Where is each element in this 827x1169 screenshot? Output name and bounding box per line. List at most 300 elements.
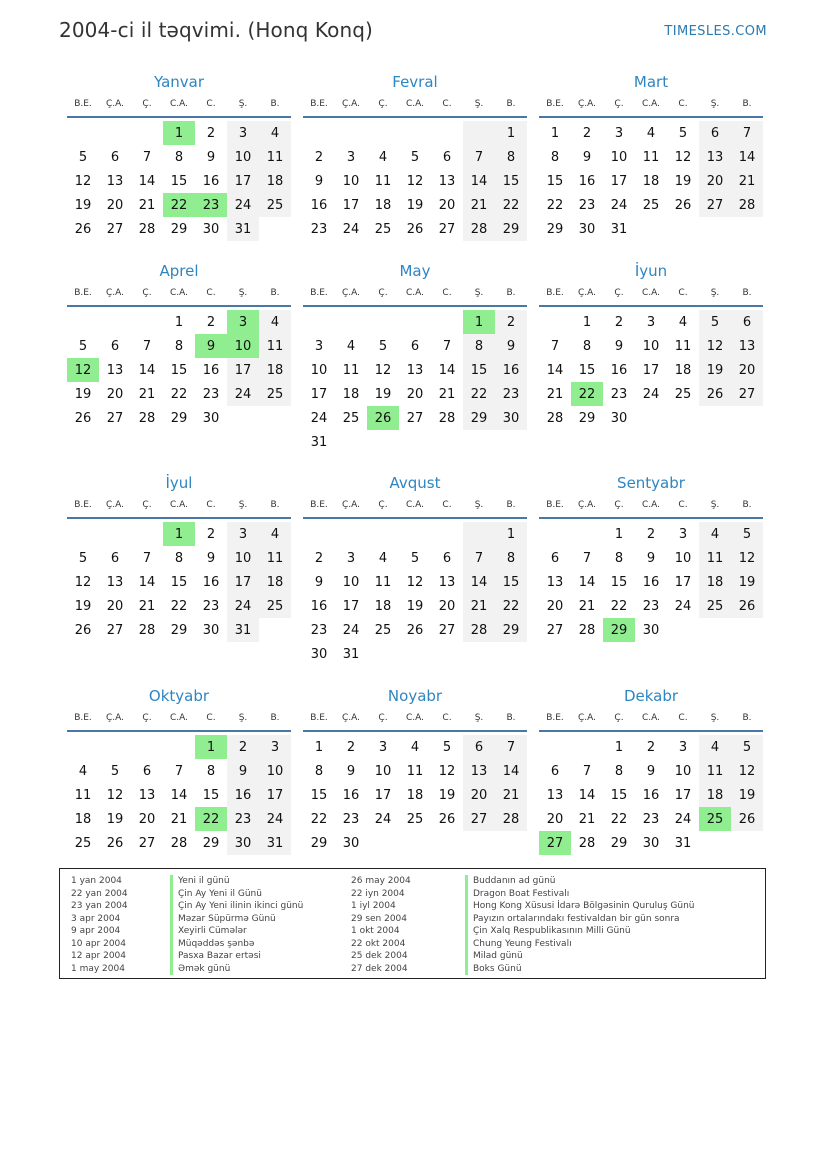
day-cell[interactable]: 13	[106, 574, 124, 590]
day-cell[interactable]: 28	[546, 410, 564, 426]
day-cell[interactable]: 3	[227, 121, 259, 145]
day-cell[interactable]: 10	[374, 763, 392, 779]
day-cell[interactable]: 7	[142, 550, 152, 566]
day-cell[interactable]: 30	[610, 410, 628, 426]
day-cell[interactable]: 19	[438, 787, 456, 803]
day-cell[interactable]: 13	[406, 362, 424, 378]
day-cell[interactable]: 26	[731, 807, 763, 831]
day-cell[interactable]: 16	[642, 787, 660, 803]
day-cell[interactable]: 13	[438, 574, 456, 590]
day-cell[interactable]: 10	[227, 145, 259, 169]
day-cell[interactable]: 9	[346, 763, 356, 779]
day-cell[interactable]: 17	[259, 783, 291, 807]
day-cell[interactable]: 31	[610, 221, 628, 237]
day-cell[interactable]: 13	[106, 362, 124, 378]
day-cell[interactable]: 22	[571, 382, 603, 406]
day-cell[interactable]: 8	[582, 338, 592, 354]
day-cell[interactable]: 25	[699, 807, 731, 831]
day-cell[interactable]: 11	[342, 362, 360, 378]
day-cell[interactable]: 24	[610, 197, 628, 213]
day-cell[interactable]: 25	[642, 197, 660, 213]
day-cell[interactable]: 8	[206, 763, 216, 779]
day-cell[interactable]: 12	[106, 787, 124, 803]
day-cell[interactable]: 23	[495, 382, 527, 406]
day-cell[interactable]: 11	[74, 787, 92, 803]
day-cell[interactable]: 18	[342, 386, 360, 402]
day-cell[interactable]: 7	[442, 338, 452, 354]
day-cell[interactable]: 26	[74, 221, 92, 237]
day-cell[interactable]: 17	[674, 787, 692, 803]
day-cell[interactable]: 22	[170, 386, 188, 402]
day-cell[interactable]: 26	[367, 406, 399, 430]
day-cell[interactable]: 17	[610, 173, 628, 189]
day-cell[interactable]: 28	[438, 410, 456, 426]
day-cell[interactable]: 23	[202, 598, 220, 614]
day-cell[interactable]: 29	[603, 618, 635, 642]
day-cell[interactable]: 18	[642, 173, 660, 189]
day-cell[interactable]: 13	[138, 787, 156, 803]
day-cell[interactable]: 19	[74, 197, 92, 213]
day-cell[interactable]: 9	[314, 173, 324, 189]
day-cell[interactable]: 26	[438, 811, 456, 827]
day-cell[interactable]: 25	[674, 386, 692, 402]
day-cell[interactable]: 15	[170, 362, 188, 378]
day-cell[interactable]: 5	[78, 338, 88, 354]
day-cell[interactable]: 29	[578, 410, 596, 426]
day-cell[interactable]: 7	[495, 735, 527, 759]
day-cell[interactable]: 22	[546, 197, 564, 213]
day-cell[interactable]: 14	[731, 145, 763, 169]
day-cell[interactable]: 4	[378, 149, 388, 165]
day-cell[interactable]: 22	[495, 594, 527, 618]
day-cell[interactable]: 5	[731, 522, 763, 546]
day-cell[interactable]: 8	[550, 149, 560, 165]
day-cell[interactable]: 28	[138, 410, 156, 426]
day-cell[interactable]: 26	[74, 410, 92, 426]
day-cell[interactable]: 6	[142, 763, 152, 779]
day-cell[interactable]: 24	[310, 410, 328, 426]
day-cell[interactable]: 30	[310, 646, 328, 662]
day-cell[interactable]: 1	[174, 314, 184, 330]
day-cell[interactable]: 25	[406, 811, 424, 827]
day-cell[interactable]: 21	[170, 811, 188, 827]
day-cell[interactable]: 10	[342, 574, 360, 590]
day-cell[interactable]: 28	[138, 622, 156, 638]
day-cell[interactable]: 27	[463, 807, 495, 831]
day-cell[interactable]: 6	[110, 338, 120, 354]
day-cell[interactable]: 5	[678, 125, 688, 141]
day-cell[interactable]: 3	[646, 314, 656, 330]
day-cell[interactable]: 26	[406, 622, 424, 638]
day-cell[interactable]: 14	[463, 169, 495, 193]
day-cell[interactable]: 18	[699, 570, 731, 594]
day-cell[interactable]: 25	[374, 221, 392, 237]
day-cell[interactable]: 13	[546, 787, 564, 803]
day-cell[interactable]: 22	[170, 598, 188, 614]
day-cell[interactable]: 21	[731, 169, 763, 193]
day-cell[interactable]: 6	[699, 121, 731, 145]
day-cell[interactable]: 14	[546, 362, 564, 378]
day-cell[interactable]: 1	[582, 314, 592, 330]
day-cell[interactable]: 31	[227, 217, 259, 241]
day-cell[interactable]: 17	[227, 358, 259, 382]
day-cell[interactable]: 6	[442, 550, 452, 566]
day-cell[interactable]: 3	[346, 550, 356, 566]
day-cell[interactable]: 2	[206, 526, 216, 542]
day-cell[interactable]: 31	[342, 646, 360, 662]
day-cell[interactable]: 24	[374, 811, 392, 827]
day-cell[interactable]: 16	[202, 362, 220, 378]
day-cell[interactable]: 13	[106, 173, 124, 189]
day-cell[interactable]: 20	[546, 598, 564, 614]
day-cell[interactable]: 21	[463, 193, 495, 217]
day-cell[interactable]: 15	[170, 574, 188, 590]
day-cell[interactable]: 24	[674, 598, 692, 614]
day-cell[interactable]: 21	[138, 386, 156, 402]
day-cell[interactable]: 4	[259, 310, 291, 334]
day-cell[interactable]: 24	[342, 221, 360, 237]
day-cell[interactable]: 12	[731, 546, 763, 570]
day-cell[interactable]: 26	[731, 594, 763, 618]
day-cell[interactable]: 23	[310, 221, 328, 237]
day-cell[interactable]: 10	[227, 334, 259, 358]
day-cell[interactable]: 17	[642, 362, 660, 378]
day-cell[interactable]: 5	[410, 149, 420, 165]
day-cell[interactable]: 2	[227, 735, 259, 759]
day-cell[interactable]: 31	[227, 618, 259, 642]
day-cell[interactable]: 23	[310, 622, 328, 638]
day-cell[interactable]: 16	[202, 173, 220, 189]
day-cell[interactable]: 16	[310, 197, 328, 213]
day-cell[interactable]: 14	[170, 787, 188, 803]
day-cell[interactable]: 6	[110, 149, 120, 165]
day-cell[interactable]: 12	[74, 574, 92, 590]
day-cell[interactable]: 27	[539, 831, 571, 855]
day-cell[interactable]: 20	[106, 386, 124, 402]
day-cell[interactable]: 22	[163, 193, 195, 217]
day-cell[interactable]: 17	[310, 386, 328, 402]
day-cell[interactable]: 30	[342, 835, 360, 851]
day-cell[interactable]: 31	[674, 835, 692, 851]
day-cell[interactable]: 10	[674, 763, 692, 779]
day-cell[interactable]: 18	[374, 598, 392, 614]
day-cell[interactable]: 24	[227, 594, 259, 618]
day-cell[interactable]: 27	[546, 622, 564, 638]
day-cell[interactable]: 9	[227, 759, 259, 783]
day-cell[interactable]: 25	[259, 382, 291, 406]
day-cell[interactable]: 21	[578, 811, 596, 827]
day-cell[interactable]: 30	[642, 622, 660, 638]
day-cell[interactable]: 13	[731, 334, 763, 358]
day-cell[interactable]: 7	[731, 121, 763, 145]
day-cell[interactable]: 5	[78, 550, 88, 566]
day-cell[interactable]: 1	[314, 739, 324, 755]
day-cell[interactable]: 13	[699, 145, 731, 169]
day-cell[interactable]: 3	[346, 149, 356, 165]
day-cell[interactable]: 28	[463, 217, 495, 241]
day-cell[interactable]: 19	[74, 598, 92, 614]
day-cell[interactable]: 28	[578, 835, 596, 851]
day-cell[interactable]: 15	[610, 787, 628, 803]
day-cell[interactable]: 9	[206, 149, 216, 165]
day-cell[interactable]: 19	[406, 598, 424, 614]
day-cell[interactable]: 4	[646, 125, 656, 141]
day-cell[interactable]: 6	[731, 310, 763, 334]
day-cell[interactable]: 3	[227, 310, 259, 334]
day-cell[interactable]: 3	[259, 735, 291, 759]
day-cell[interactable]: 12	[438, 763, 456, 779]
day-cell[interactable]: 1	[550, 125, 560, 141]
day-cell[interactable]: 1	[495, 121, 527, 145]
day-cell[interactable]: 19	[106, 811, 124, 827]
day-cell[interactable]: 1	[195, 735, 227, 759]
day-cell[interactable]: 15	[610, 574, 628, 590]
day-cell[interactable]: 13	[438, 173, 456, 189]
day-cell[interactable]: 5	[410, 550, 420, 566]
day-cell[interactable]: 20	[546, 811, 564, 827]
day-cell[interactable]: 2	[346, 739, 356, 755]
day-cell[interactable]: 12	[674, 149, 692, 165]
day-cell[interactable]: 2	[614, 314, 624, 330]
day-cell[interactable]: 29	[310, 835, 328, 851]
day-cell[interactable]: 28	[578, 622, 596, 638]
day-cell[interactable]: 17	[374, 787, 392, 803]
day-cell[interactable]: 7	[463, 145, 495, 169]
day-cell[interactable]: 4	[410, 739, 420, 755]
day-cell[interactable]: 14	[578, 574, 596, 590]
day-cell[interactable]: 30	[642, 835, 660, 851]
day-cell[interactable]: 23	[227, 807, 259, 831]
day-cell[interactable]: 20	[463, 783, 495, 807]
day-cell[interactable]: 11	[674, 338, 692, 354]
day-cell[interactable]: 15	[578, 362, 596, 378]
day-cell[interactable]: 14	[578, 787, 596, 803]
day-cell[interactable]: 2	[582, 125, 592, 141]
day-cell[interactable]: 25	[342, 410, 360, 426]
day-cell[interactable]: 18	[74, 811, 92, 827]
day-cell[interactable]: 31	[259, 831, 291, 855]
day-cell[interactable]: 18	[406, 787, 424, 803]
day-cell[interactable]: 14	[138, 362, 156, 378]
day-cell[interactable]: 8	[463, 334, 495, 358]
day-cell[interactable]: 16	[202, 574, 220, 590]
day-cell[interactable]: 10	[259, 759, 291, 783]
day-cell[interactable]: 28	[495, 807, 527, 831]
day-cell[interactable]: 15	[463, 358, 495, 382]
day-cell[interactable]: 27	[438, 622, 456, 638]
day-cell[interactable]: 28	[170, 835, 188, 851]
day-cell[interactable]: 26	[106, 835, 124, 851]
day-cell[interactable]: 27	[106, 221, 124, 237]
day-cell[interactable]: 3	[314, 338, 324, 354]
day-cell[interactable]: 5	[442, 739, 452, 755]
day-cell[interactable]: 1	[463, 310, 495, 334]
day-cell[interactable]: 19	[74, 386, 92, 402]
day-cell[interactable]: 29	[463, 406, 495, 430]
day-cell[interactable]: 14	[438, 362, 456, 378]
day-cell[interactable]: 11	[406, 763, 424, 779]
day-cell[interactable]: 4	[346, 338, 356, 354]
day-cell[interactable]: 7	[582, 763, 592, 779]
day-cell[interactable]: 28	[138, 221, 156, 237]
day-cell[interactable]: 30	[227, 831, 259, 855]
day-cell[interactable]: 30	[495, 406, 527, 430]
day-cell[interactable]: 29	[170, 410, 188, 426]
day-cell[interactable]: 6	[442, 149, 452, 165]
day-cell[interactable]: 2	[646, 739, 656, 755]
day-cell[interactable]: 29	[202, 835, 220, 851]
day-cell[interactable]: 9	[314, 574, 324, 590]
day-cell[interactable]: 25	[259, 594, 291, 618]
day-cell[interactable]: 26	[406, 221, 424, 237]
day-cell[interactable]: 9	[646, 550, 656, 566]
day-cell[interactable]: 1	[614, 739, 624, 755]
day-cell[interactable]: 2	[646, 526, 656, 542]
day-cell[interactable]: 2	[206, 125, 216, 141]
day-cell[interactable]: 2	[206, 314, 216, 330]
day-cell[interactable]: 22	[610, 811, 628, 827]
day-cell[interactable]: 30	[202, 410, 220, 426]
day-cell[interactable]: 3	[678, 739, 688, 755]
day-cell[interactable]: 15	[495, 570, 527, 594]
day-cell[interactable]: 4	[259, 522, 291, 546]
day-cell[interactable]: 30	[578, 221, 596, 237]
day-cell[interactable]: 6	[410, 338, 420, 354]
day-cell[interactable]: 9	[206, 550, 216, 566]
day-cell[interactable]: 31	[310, 434, 328, 450]
day-cell[interactable]: 24	[259, 807, 291, 831]
day-cell[interactable]: 24	[227, 382, 259, 406]
day-cell[interactable]: 30	[202, 221, 220, 237]
day-cell[interactable]: 21	[138, 598, 156, 614]
day-cell[interactable]: 21	[463, 594, 495, 618]
day-cell[interactable]: 18	[259, 169, 291, 193]
day-cell[interactable]: 19	[731, 783, 763, 807]
day-cell[interactable]: 27	[406, 410, 424, 426]
day-cell[interactable]: 12	[699, 334, 731, 358]
day-cell[interactable]: 29	[170, 622, 188, 638]
day-cell[interactable]: 17	[674, 574, 692, 590]
day-cell[interactable]: 25	[259, 193, 291, 217]
day-cell[interactable]: 14	[138, 173, 156, 189]
day-cell[interactable]: 14	[463, 570, 495, 594]
day-cell[interactable]: 24	[227, 193, 259, 217]
day-cell[interactable]: 16	[495, 358, 527, 382]
day-cell[interactable]: 22	[495, 193, 527, 217]
day-cell[interactable]: 3	[614, 125, 624, 141]
day-cell[interactable]: 23	[578, 197, 596, 213]
day-cell[interactable]: 16	[227, 783, 259, 807]
day-cell[interactable]: 18	[374, 197, 392, 213]
day-cell[interactable]: 12	[406, 574, 424, 590]
day-cell[interactable]: 4	[678, 314, 688, 330]
day-cell[interactable]: 21	[578, 598, 596, 614]
day-cell[interactable]: 27	[138, 835, 156, 851]
day-cell[interactable]: 8	[614, 763, 624, 779]
day-cell[interactable]: 13	[463, 759, 495, 783]
day-cell[interactable]: 22	[310, 811, 328, 827]
day-cell[interactable]: 5	[699, 310, 731, 334]
day-cell[interactable]: 18	[674, 362, 692, 378]
day-cell[interactable]: 23	[342, 811, 360, 827]
day-cell[interactable]: 16	[578, 173, 596, 189]
day-cell[interactable]: 19	[374, 386, 392, 402]
day-cell[interactable]: 1	[614, 526, 624, 542]
day-cell[interactable]: 20	[438, 598, 456, 614]
day-cell[interactable]: 15	[495, 169, 527, 193]
day-cell[interactable]: 24	[342, 622, 360, 638]
day-cell[interactable]: 15	[170, 173, 188, 189]
day-cell[interactable]: 29	[610, 835, 628, 851]
day-cell[interactable]: 21	[438, 386, 456, 402]
day-cell[interactable]: 16	[642, 574, 660, 590]
day-cell[interactable]: 20	[138, 811, 156, 827]
day-cell[interactable]: 16	[342, 787, 360, 803]
day-cell[interactable]: 8	[174, 550, 184, 566]
day-cell[interactable]: 10	[610, 149, 628, 165]
day-cell[interactable]: 3	[678, 526, 688, 542]
day-cell[interactable]: 9	[646, 763, 656, 779]
day-cell[interactable]: 22	[463, 382, 495, 406]
day-cell[interactable]: 12	[74, 173, 92, 189]
day-cell[interactable]: 14	[138, 574, 156, 590]
day-cell[interactable]: 12	[406, 173, 424, 189]
day-cell[interactable]: 11	[374, 574, 392, 590]
day-cell[interactable]: 9	[495, 334, 527, 358]
day-cell[interactable]: 3	[227, 522, 259, 546]
day-cell[interactable]: 4	[78, 763, 88, 779]
day-cell[interactable]: 11	[699, 759, 731, 783]
day-cell[interactable]: 5	[378, 338, 388, 354]
day-cell[interactable]: 19	[731, 570, 763, 594]
day-cell[interactable]: 7	[142, 149, 152, 165]
day-cell[interactable]: 7	[142, 338, 152, 354]
day-cell[interactable]: 25	[374, 622, 392, 638]
day-cell[interactable]: 11	[642, 149, 660, 165]
day-cell[interactable]: 27	[699, 193, 731, 217]
day-cell[interactable]: 12	[67, 358, 99, 382]
day-cell[interactable]: 24	[674, 811, 692, 827]
day-cell[interactable]: 2	[314, 550, 324, 566]
day-cell[interactable]: 23	[195, 193, 227, 217]
day-cell[interactable]: 29	[495, 618, 527, 642]
day-cell[interactable]: 16	[610, 362, 628, 378]
day-cell[interactable]: 20	[438, 197, 456, 213]
day-cell[interactable]: 18	[259, 358, 291, 382]
day-cell[interactable]: 20	[106, 197, 124, 213]
day-cell[interactable]: 21	[495, 783, 527, 807]
day-cell[interactable]: 20	[406, 386, 424, 402]
day-cell[interactable]: 12	[374, 362, 392, 378]
day-cell[interactable]: 20	[699, 169, 731, 193]
day-cell[interactable]: 10	[674, 550, 692, 566]
day-cell[interactable]: 10	[310, 362, 328, 378]
day-cell[interactable]: 28	[463, 618, 495, 642]
day-cell[interactable]: 6	[463, 735, 495, 759]
day-cell[interactable]: 5	[731, 735, 763, 759]
day-cell[interactable]: 10	[642, 338, 660, 354]
day-cell[interactable]: 11	[259, 546, 291, 570]
day-cell[interactable]: 6	[550, 763, 560, 779]
day-cell[interactable]: 11	[259, 145, 291, 169]
day-cell[interactable]: 11	[259, 334, 291, 358]
day-cell[interactable]: 17	[227, 169, 259, 193]
day-cell[interactable]: 7	[582, 550, 592, 566]
day-cell[interactable]: 5	[110, 763, 120, 779]
day-cell[interactable]: 28	[731, 193, 763, 217]
day-cell[interactable]: 25	[699, 594, 731, 618]
day-cell[interactable]: 27	[106, 410, 124, 426]
